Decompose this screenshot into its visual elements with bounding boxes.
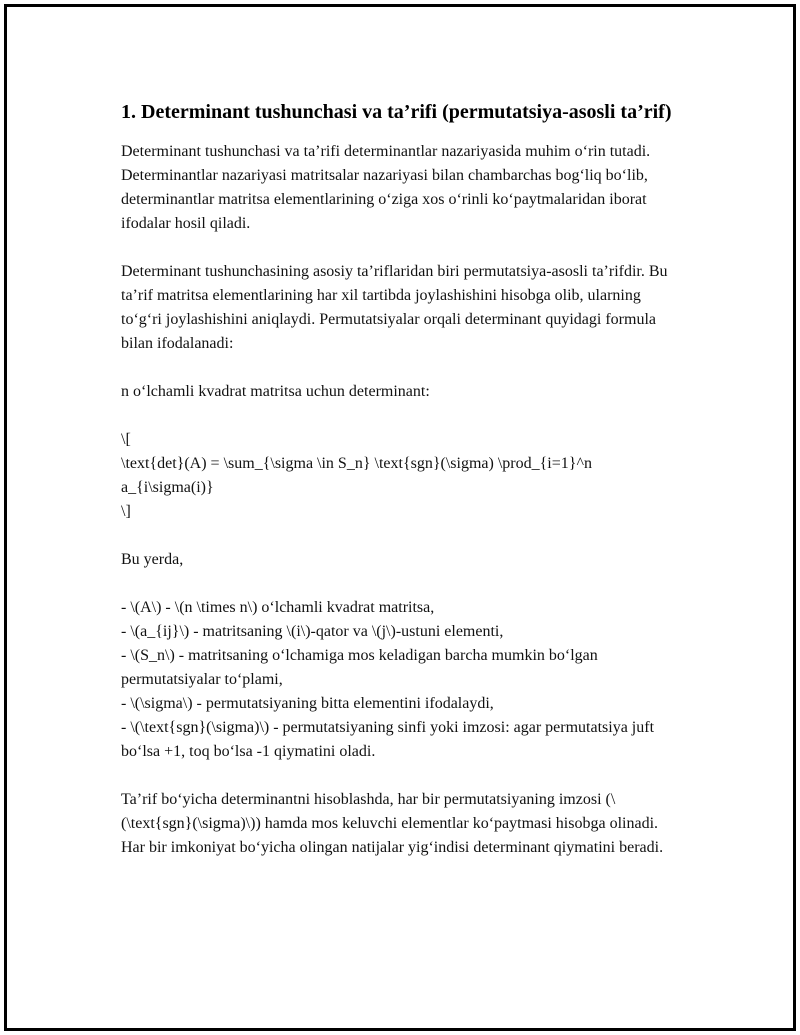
formula-line-1: \text{det}(A) = \sum_{\sigma \in S_n} \text{sgn}(\sigma) \prod_{i=1}^n — [121, 455, 592, 472]
formula-line-2: a_{i\sigma(i)} — [121, 479, 214, 496]
determinant-formula — [121, 428, 681, 524]
where-label: Bu yerda, — [121, 551, 184, 568]
permutation-paragraph: Determinant tushunchasining asosiy ta’riflaridan biri permutatsiya-asosli ta’rifdir. Bu ta’rif matritsa elementlarining har xil tartibda joylashishini hisobga olib, ularning to‘g‘ri joylashishini aniqlaydi. Permutatsiyalar orqali determinant quyidagi formula bilan ifodalanadi: — [121, 263, 668, 352]
list-item: - \(a_{ij}\) - matritsaning \(i\)-qator va \(j\)-ustuni elementi, — [121, 623, 504, 640]
definition-list — [121, 596, 681, 764]
intro-paragraph: Determinant tushunchasi va ta’rifi determinantlar nazariyasida muhim o‘rin tutadi. Determinantlar nazariyasi matritsalar nazariyasi bilan chambarchas bog‘liq bo‘lib, determinantlar matritsa elementlarining o‘ziga xos o‘rinli ko‘paytmalaridan iborat ifodalar hosil qiladi. — [121, 143, 651, 232]
closing-paragraph: Ta’rif bo‘yicha determinantni hisoblashda, har bir permutatsiyaning imzosi (\(\text{sgn}(\sigma)\)) hamda mos keluvchi elementlar ko‘paytmasi hisobga olinadi. Har bir imkoniyat bo‘yicha olingan natijalar yig‘indisi determinant qiymatini beradi. — [121, 791, 664, 856]
section-title: 1. Determinant tushunchasi va ta’rifi (permutatsiya-asosli ta’rif) — [121, 101, 672, 123]
list-item: - \(\text{sgn}(\sigma)\) - permutatsiyaning sinfi yoki imzosi: agar permutatsiya juft bo‘lsa +1, toq bo‘lsa -1 qiymatini oladi. — [121, 719, 655, 760]
page-frame — [4, 4, 796, 1031]
list-item: - \(\sigma\) - permutatsiyaning bitta elementini ifodalaydi, — [121, 695, 494, 712]
formula-open: \[ — [121, 431, 131, 448]
list-item: - \(S_n\) - matritsaning o‘lchamiga mos keladigan barcha mumkin bo‘lgan permutatsiyalar to‘plami, — [121, 647, 598, 688]
list-item: - \(A\) - \(n \times n\) o‘lchamli kvadrat matritsa, — [121, 599, 435, 616]
formula-close: \] — [121, 503, 131, 520]
document-content — [121, 99, 681, 884]
matrix-size-paragraph: n o‘lchamli kvadrat matritsa uchun determinant: — [121, 383, 430, 400]
